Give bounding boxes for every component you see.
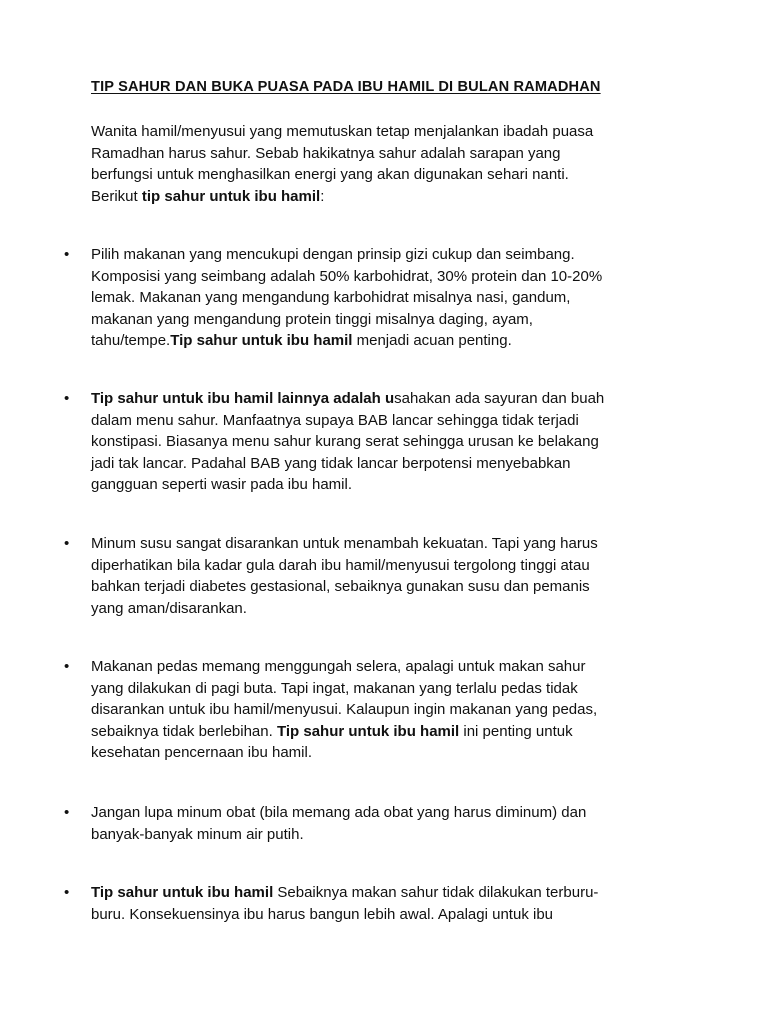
intro-text: : xyxy=(320,187,325,205)
list-item-line: Minum susu sangat disarankan untuk menambah kekuatan. Tapi yang harus xyxy=(91,535,598,552)
list-item-text-run: Sebaiknya makan sahur tidak dilakukan terburu- xyxy=(273,884,599,901)
list-item-line: bahkan terjadi diabetes gestasional, sebaiknya gunakan susu dan pemanis xyxy=(91,578,590,595)
intro-line: Ramadhan harus sahur. Sebab hakikatnya sahur adalah sarapan yang xyxy=(91,144,561,162)
list-item-text-run: menjadi acuan penting. xyxy=(352,332,512,349)
intro-line: berfungsi untuk menghasilkan energi yang akan digunakan sehari nanti. xyxy=(91,166,569,183)
list-item-line: jadi tak lancar. Padahal BAB yang tidak lancar berpotensi menyebabkan xyxy=(91,454,571,472)
list-item-bold-phrase: Tip sahur untuk ibu hamil xyxy=(91,884,274,901)
list-item-line: yang dilakukan di pagi buta. Tapi ingat, makanan yang terlalu pedas tidak xyxy=(91,679,578,697)
list-item-text xyxy=(91,244,711,352)
list-item-line: Pilih makanan yang mencukupi dengan prinsip gizi cukup dan seimbang. xyxy=(91,246,575,263)
list-item-line: buru. Konsekuensinya ibu harus bangun lebih awal. Apalagi untuk ibu xyxy=(91,905,553,923)
list-item-line: diperhatikan bila kadar gula darah ibu hamil/menyusui tergolong tinggi atau xyxy=(91,556,590,574)
list-item-bold-phrase: Tip sahur untuk ibu hamil lainnya adalah u xyxy=(91,390,395,407)
list-item-line xyxy=(91,721,711,743)
list-item-text-run: sebaiknya tidak berlebihan. xyxy=(91,722,277,740)
list-item-text-run: ini penting untuk xyxy=(459,722,573,740)
list-item-line: lemak. Makanan yang mengandung karbohidrat misalnya nasi, gandum, xyxy=(91,289,571,306)
bullet-icon: • xyxy=(64,246,70,263)
list-item-line xyxy=(91,882,711,904)
list-item-line: konstipasi. Biasanya menu sahur kurang serat sehingga urusan ke belakang xyxy=(91,433,599,450)
list-item-line: banyak-banyak minum air putih. xyxy=(91,825,304,843)
list-item-text-run: tahu/tempe. xyxy=(91,332,171,349)
list-item-text-run: sahakan ada sayuran dan buah xyxy=(394,390,605,407)
bullet-icon: • xyxy=(64,658,70,675)
bullet-icon: • xyxy=(64,804,70,821)
intro-text: Berikut xyxy=(91,187,142,205)
list-item-line: gangguan seperti wasir pada ibu hamil. xyxy=(91,476,352,493)
list-item-text xyxy=(91,882,711,925)
list-item-line: Makanan pedas memang menggungah selera, apalagi untuk makan sahur xyxy=(91,658,586,675)
document-title: TIP SAHUR DAN BUKA PUASA PADA IBU HAMIL DI BULAN RAMADHAN xyxy=(91,79,601,95)
list-item-bold-phrase: Tip sahur untuk ibu hamil xyxy=(170,332,353,349)
list-item-line xyxy=(91,388,711,410)
list-item-line: Jangan lupa minum obat (bila memang ada obat yang harus diminum) dan xyxy=(91,804,587,821)
list-item-line xyxy=(91,330,711,352)
list-item-text xyxy=(91,533,711,619)
bullet-icon: • xyxy=(64,535,70,552)
intro-line: Wanita hamil/menyusui yang memutuskan tetap menjalankan ibadah puasa xyxy=(91,123,594,140)
list-item-text xyxy=(91,802,711,845)
intro-paragraph xyxy=(91,121,701,207)
bullet-icon: • xyxy=(64,390,70,407)
intro-bold-phrase: tip sahur untuk ibu hamil xyxy=(141,187,321,205)
list-item-line: makanan yang mengandung protein tinggi misalnya daging, ayam, xyxy=(91,310,533,328)
list-item-line: yang aman/disarankan. xyxy=(91,599,247,617)
list-item-text xyxy=(91,388,711,496)
bullet-icon: • xyxy=(64,884,70,901)
list-item-line: kesehatan pencernaan ibu hamil. xyxy=(91,744,312,761)
list-item-line: dalam menu sahur. Manfaatnya supaya BAB lancar sehingga tidak terjadi xyxy=(91,411,579,429)
list-item-bold-phrase: Tip sahur untuk ibu hamil xyxy=(276,722,460,740)
list-item-line: Komposisi yang seimbang adalah 50% karbohidrat, 30% protein dan 10-20% xyxy=(91,267,603,285)
intro-line xyxy=(91,186,701,208)
list-item-text xyxy=(91,656,711,764)
list-item-line: disarankan untuk ibu hamil/menyusui. Kalaupun ingin makanan yang pedas, xyxy=(91,701,598,718)
